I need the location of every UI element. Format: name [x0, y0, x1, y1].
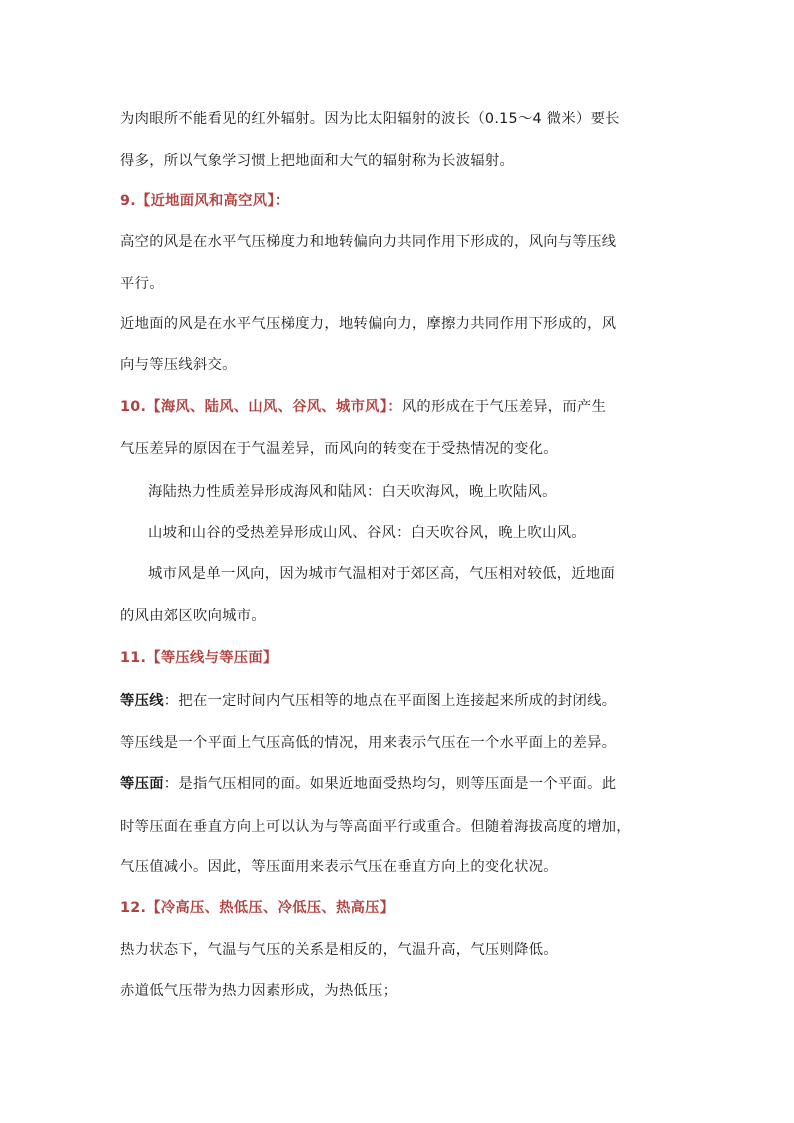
paragraph-line: 山坡和山谷的受热差异形成山风、谷风：白天吹谷风，晚上吹山风。 [148, 525, 586, 541]
paragraph-line: 为肉眼所不能看见的红外辐射。因为比太阳辐射的波长（0.15～4 微米）要长 [120, 111, 620, 127]
paragraph-line: 海陆热力性质差异形成海风和陆风：白天吹海风，晚上吹陆风。 [148, 484, 557, 500]
paragraph-line: 向与等压线斜交。 [120, 357, 237, 373]
paragraph-line: 热力状态下，气温与气压的关系是相反的，气温升高，气压则降低。 [120, 942, 558, 958]
section-heading-9: 9.【近地面风和高空风】： [120, 193, 290, 209]
section-10-line [120, 397, 606, 417]
paragraph-line: 高空的风是在水平气压梯度力和地转偏向力共同作用下形成的，风向与等压线 [120, 234, 617, 250]
paragraph-line: 等压线是一个平面上气压高低的情况，用来表示气压在一个水平面上的差异。 [120, 735, 617, 751]
definition-isobaric-surface-line [120, 774, 616, 794]
paragraph-line: 气压值减小。因此，等压面用来表示气压在垂直方向上的变化状况。 [120, 859, 558, 875]
definition-isobar-line [120, 691, 616, 711]
term-isobar: 等压线 [120, 693, 164, 709]
paragraph-line: 时等压面在垂直方向上可以认为与等高面平行或重合。但随着海拔高度的增加， [120, 819, 631, 835]
section-heading-10: 10.【海风、陆风、山风、谷风、城市风】： [120, 399, 402, 415]
section-heading-12: 12.【冷高压、热低压、冷低压、热高压】 [120, 900, 395, 916]
paragraph-line: 平行。 [120, 276, 164, 292]
paragraph-line: 气压差异的原因在于气温差异，而风向的转变在于受热情况的变化。 [120, 441, 558, 457]
paragraph-line: 城市风是单一风向，因为城市气温相对于郊区高，气压相对较低，近地面 [148, 566, 616, 582]
paragraph-line: 近地面的风是在水平气压梯度力，地转偏向力，摩擦力共同作用下形成的，风 [120, 316, 617, 332]
term-isobaric-surface: 等压面 [120, 776, 164, 792]
paragraph-text: ：是指气压相同的面。如果近地面受热均匀，则等压面是一个平面。此 [163, 776, 617, 792]
paragraph-text: ：把在一定时间内气压相等的地点在平面图上连接起来所成的封闭线。 [163, 693, 617, 709]
section-heading-11: 11.【等压线与等压面】 [120, 650, 278, 666]
paragraph-line: 赤道低气压带为热力因素形成，为热低压； [120, 983, 398, 999]
paragraph-line: 的风由郊区吹向城市。 [120, 608, 266, 624]
paragraph-text: 风的形成在于气压差异，而产生 [401, 399, 607, 415]
paragraph-line: 得多，所以气象学习惯上把地面和大气的辐射称为长波辐射。 [120, 153, 515, 169]
